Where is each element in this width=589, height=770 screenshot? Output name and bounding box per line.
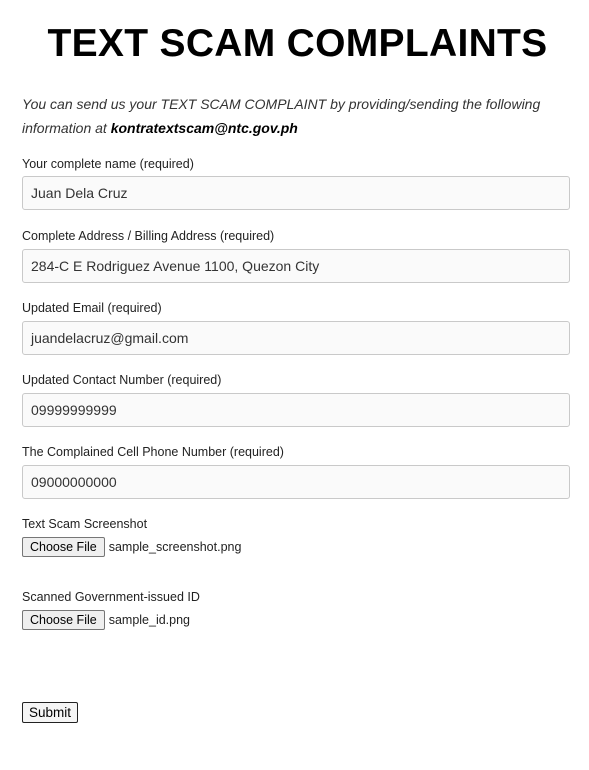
name-field[interactable]: Juan Dela Cruz — [22, 176, 570, 210]
screenshot-choose-file-button[interactable]: Choose File — [22, 537, 105, 557]
gov-id-label: Scanned Government-issued ID — [22, 590, 200, 604]
email-field[interactable]: juandelacruz@gmail.com — [22, 321, 570, 355]
gov-id-file-name: sample_id.png — [108, 613, 191, 627]
screenshot-upload — [22, 537, 241, 557]
address-field[interactable]: 284-C E Rodriguez Avenue 1100, Quezon City — [22, 249, 570, 283]
email-label: Updated Email (required) — [22, 301, 162, 315]
contact-email-link[interactable]: kontratextscam@ntc.gov.ph — [110, 120, 298, 136]
address-label: Complete Address / Billing Address (required) — [22, 229, 275, 243]
contact-number-field[interactable]: 09999999999 — [22, 393, 570, 427]
screenshot-label: Text Scam Screenshot — [22, 517, 148, 531]
intro-body: You can send us your TEXT SCAM COMPLAINT by providing/sending the following information at — [22, 96, 541, 136]
gov-id-choose-file-button[interactable]: Choose File — [22, 610, 105, 630]
name-label: Your complete name (required) — [22, 157, 194, 171]
gov-id-upload — [22, 610, 190, 630]
screenshot-file-name: sample_screenshot.png — [108, 540, 242, 554]
page-title: TEXT SCAM COMPLAINTS — [47, 22, 548, 65]
complained-number-label: The Complained Cell Phone Number (required) — [22, 445, 284, 459]
contact-number-label: Updated Contact Number (required) — [22, 373, 222, 387]
submit-button[interactable]: Submit — [22, 702, 78, 723]
complained-number-field[interactable]: 09000000000 — [22, 465, 570, 499]
intro-text — [22, 92, 570, 140]
